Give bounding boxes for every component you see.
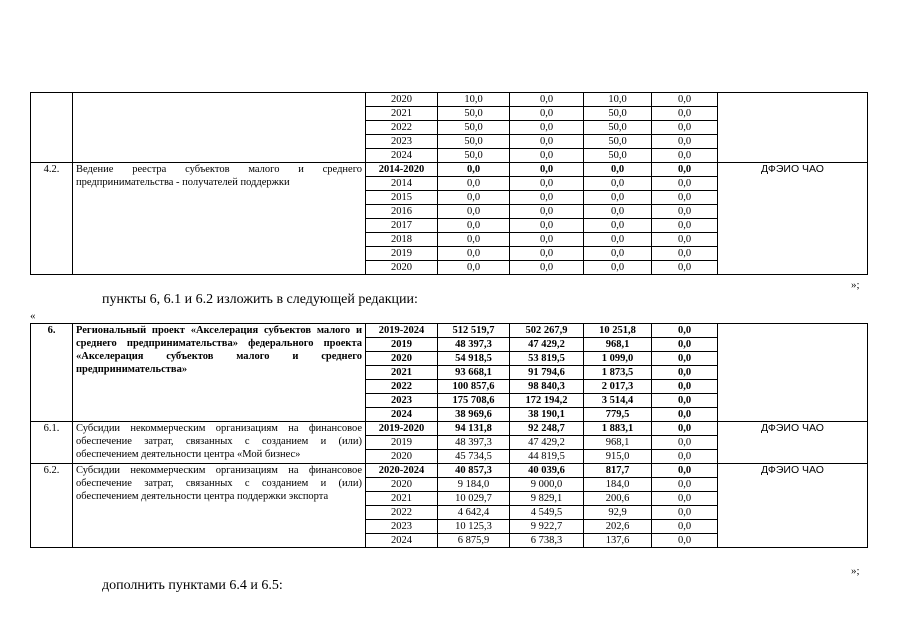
regional-cell: 10,0 (584, 93, 652, 107)
item-number: 4.2. (31, 163, 73, 275)
regional-cell: 1 883,1 (584, 422, 652, 436)
total-cell: 10,0 (438, 93, 510, 107)
other-cell: 0,0 (652, 233, 718, 247)
regional-cell: 968,1 (584, 436, 652, 450)
year-cell: 2021 (366, 492, 438, 506)
regional-cell: 0,0 (584, 205, 652, 219)
regional-cell: 0,0 (584, 219, 652, 233)
year-cell: 2021 (366, 107, 438, 121)
other-cell: 0,0 (652, 534, 718, 548)
regional-cell: 3 514,4 (584, 394, 652, 408)
item-name: Субсидии некоммерческим организациям на финансовое обеспечение затрат, связанных с созданием и (или) обеспечением деятельности центра поддержки экспорта (73, 464, 366, 548)
total-cell: 100 857,6 (438, 380, 510, 394)
regional-cell: 779,5 (584, 408, 652, 422)
federal-cell: 0,0 (510, 247, 584, 261)
other-cell: 0,0 (652, 247, 718, 261)
regional-cell: 0,0 (584, 261, 652, 275)
total-cell: 54 918,5 (438, 352, 510, 366)
closing-quote: »; (851, 565, 860, 577)
year-cell: 2020 (366, 450, 438, 464)
federal-cell: 0,0 (510, 121, 584, 135)
federal-cell: 0,0 (510, 149, 584, 163)
total-cell: 45 734,5 (438, 450, 510, 464)
year-cell: 2014 (366, 177, 438, 191)
year-cell: 2020 (366, 352, 438, 366)
regional-cell: 202,6 (584, 520, 652, 534)
opening-quote: « (30, 310, 36, 322)
other-cell: 0,0 (652, 93, 718, 107)
regional-cell: 184,0 (584, 478, 652, 492)
year-cell: 2021 (366, 366, 438, 380)
regional-cell: 0,0 (584, 233, 652, 247)
total-cell: 50,0 (438, 107, 510, 121)
year-cell: 2020-2024 (366, 464, 438, 478)
total-cell: 9 184,0 (438, 478, 510, 492)
other-cell: 0,0 (652, 436, 718, 450)
other-cell: 0,0 (652, 205, 718, 219)
year-cell: 2020 (366, 93, 438, 107)
regional-cell: 50,0 (584, 149, 652, 163)
other-cell: 0,0 (652, 492, 718, 506)
federal-cell: 6 738,3 (510, 534, 584, 548)
federal-cell: 91 794,6 (510, 366, 584, 380)
year-cell: 2018 (366, 233, 438, 247)
other-cell: 0,0 (652, 163, 718, 177)
total-cell: 93 668,1 (438, 366, 510, 380)
year-cell: 2022 (366, 506, 438, 520)
regional-cell: 817,7 (584, 464, 652, 478)
year-cell: 2016 (366, 205, 438, 219)
other-cell: 0,0 (652, 121, 718, 135)
regional-cell: 1 873,5 (584, 366, 652, 380)
item-number: 6.1. (31, 422, 73, 464)
executor-cell (718, 93, 868, 163)
total-cell: 175 708,6 (438, 394, 510, 408)
total-cell: 10 125,3 (438, 520, 510, 534)
federal-cell: 0,0 (510, 107, 584, 121)
federal-cell: 502 267,9 (510, 324, 584, 338)
federal-cell: 0,0 (510, 93, 584, 107)
total-cell: 512 519,7 (438, 324, 510, 338)
other-cell: 0,0 (652, 352, 718, 366)
federal-cell: 0,0 (510, 205, 584, 219)
item-name: Субсидии некоммерческим организациям на финансовое обеспечение затрат, связанных с созданием и (или) обеспечением деятельности центра «Мой бизнес» (73, 422, 366, 464)
year-cell: 2017 (366, 219, 438, 233)
federal-cell: 0,0 (510, 219, 584, 233)
federal-cell: 0,0 (510, 135, 584, 149)
other-cell: 0,0 (652, 366, 718, 380)
item-number: 6.2. (31, 464, 73, 548)
other-cell: 0,0 (652, 135, 718, 149)
total-cell: 0,0 (438, 205, 510, 219)
federal-cell: 0,0 (510, 233, 584, 247)
other-cell: 0,0 (652, 478, 718, 492)
amendment-paragraph: дополнить пунктами 6.4 и 6.5: (102, 578, 283, 593)
year-cell: 2015 (366, 191, 438, 205)
total-cell: 10 029,7 (438, 492, 510, 506)
federal-cell: 0,0 (510, 191, 584, 205)
item-name: Ведение реестра субъектов малого и среднего предпринимательства - получателей поддержки (73, 163, 366, 275)
other-cell: 0,0 (652, 191, 718, 205)
amendment-paragraph: пункты 6, 6.1 и 6.2 изложить в следующей редакции: (102, 292, 418, 307)
budget-table-continued (30, 92, 868, 275)
total-cell: 40 857,3 (438, 464, 510, 478)
federal-cell: 53 819,5 (510, 352, 584, 366)
other-cell: 0,0 (652, 149, 718, 163)
regional-cell: 915,0 (584, 450, 652, 464)
other-cell: 0,0 (652, 261, 718, 275)
executor-cell: ДФЭИО ЧАО (718, 422, 868, 464)
regional-cell: 2 017,3 (584, 380, 652, 394)
executor-cell: ДФЭИО ЧАО (718, 464, 868, 548)
other-cell: 0,0 (652, 422, 718, 436)
regional-cell: 50,0 (584, 121, 652, 135)
year-cell: 2023 (366, 135, 438, 149)
year-cell: 2014-2020 (366, 163, 438, 177)
total-cell: 48 397,3 (438, 338, 510, 352)
total-cell: 50,0 (438, 121, 510, 135)
other-cell: 0,0 (652, 394, 718, 408)
federal-cell: 0,0 (510, 177, 584, 191)
total-cell: 0,0 (438, 163, 510, 177)
other-cell: 0,0 (652, 506, 718, 520)
total-cell: 0,0 (438, 247, 510, 261)
year-cell: 2019-2024 (366, 324, 438, 338)
regional-cell: 0,0 (584, 163, 652, 177)
year-cell: 2022 (366, 121, 438, 135)
other-cell: 0,0 (652, 464, 718, 478)
regional-cell: 0,0 (584, 247, 652, 261)
item-number: 6. (31, 324, 73, 422)
other-cell: 0,0 (652, 219, 718, 233)
executor-cell: ДФЭИО ЧАО (718, 163, 868, 275)
executor-cell (718, 324, 868, 422)
regional-cell: 0,0 (584, 191, 652, 205)
total-cell: 0,0 (438, 177, 510, 191)
federal-cell: 47 429,2 (510, 338, 584, 352)
year-cell: 2020 (366, 261, 438, 275)
other-cell: 0,0 (652, 324, 718, 338)
federal-cell: 0,0 (510, 261, 584, 275)
federal-cell: 92 248,7 (510, 422, 584, 436)
year-cell: 2022 (366, 380, 438, 394)
regional-cell: 1 099,0 (584, 352, 652, 366)
total-cell: 0,0 (438, 191, 510, 205)
table-row (31, 163, 868, 177)
year-cell: 2019-2020 (366, 422, 438, 436)
regional-cell: 50,0 (584, 135, 652, 149)
closing-quote: »; (851, 279, 860, 291)
table-row (31, 464, 868, 478)
regional-cell: 968,1 (584, 338, 652, 352)
regional-cell: 92,9 (584, 506, 652, 520)
other-cell: 0,0 (652, 107, 718, 121)
other-cell: 0,0 (652, 520, 718, 534)
federal-cell: 9 829,1 (510, 492, 584, 506)
regional-cell: 50,0 (584, 107, 652, 121)
table-row (31, 324, 868, 338)
federal-cell: 98 840,3 (510, 380, 584, 394)
table-row (31, 422, 868, 436)
federal-cell: 0,0 (510, 163, 584, 177)
total-cell: 4 642,4 (438, 506, 510, 520)
table-row (31, 93, 868, 107)
item-name: Региональный проект «Акселерация субъектов малого и среднего предпринимательства» федерального проекта «Акселерация субъектов малого и среднего предпринимательства» (73, 324, 366, 422)
total-cell: 48 397,3 (438, 436, 510, 450)
year-cell: 2019 (366, 436, 438, 450)
total-cell: 38 969,6 (438, 408, 510, 422)
budget-table-new-wording (30, 323, 868, 548)
year-cell: 2019 (366, 338, 438, 352)
federal-cell: 40 039,6 (510, 464, 584, 478)
other-cell: 0,0 (652, 380, 718, 394)
total-cell: 94 131,8 (438, 422, 510, 436)
federal-cell: 9 000,0 (510, 478, 584, 492)
federal-cell: 44 819,5 (510, 450, 584, 464)
total-cell: 0,0 (438, 219, 510, 233)
item-name (73, 93, 366, 163)
total-cell: 50,0 (438, 135, 510, 149)
item-number (31, 93, 73, 163)
regional-cell: 0,0 (584, 177, 652, 191)
regional-cell: 200,6 (584, 492, 652, 506)
regional-cell: 10 251,8 (584, 324, 652, 338)
year-cell: 2020 (366, 478, 438, 492)
other-cell: 0,0 (652, 408, 718, 422)
federal-cell: 47 429,2 (510, 436, 584, 450)
year-cell: 2024 (366, 534, 438, 548)
year-cell: 2024 (366, 149, 438, 163)
regional-cell: 137,6 (584, 534, 652, 548)
other-cell: 0,0 (652, 177, 718, 191)
year-cell: 2024 (366, 408, 438, 422)
other-cell: 0,0 (652, 450, 718, 464)
other-cell: 0,0 (652, 338, 718, 352)
federal-cell: 172 194,2 (510, 394, 584, 408)
federal-cell: 9 922,7 (510, 520, 584, 534)
total-cell: 50,0 (438, 149, 510, 163)
federal-cell: 4 549,5 (510, 506, 584, 520)
total-cell: 6 875,9 (438, 534, 510, 548)
federal-cell: 38 190,1 (510, 408, 584, 422)
year-cell: 2023 (366, 520, 438, 534)
total-cell: 0,0 (438, 261, 510, 275)
year-cell: 2023 (366, 394, 438, 408)
year-cell: 2019 (366, 247, 438, 261)
total-cell: 0,0 (438, 233, 510, 247)
